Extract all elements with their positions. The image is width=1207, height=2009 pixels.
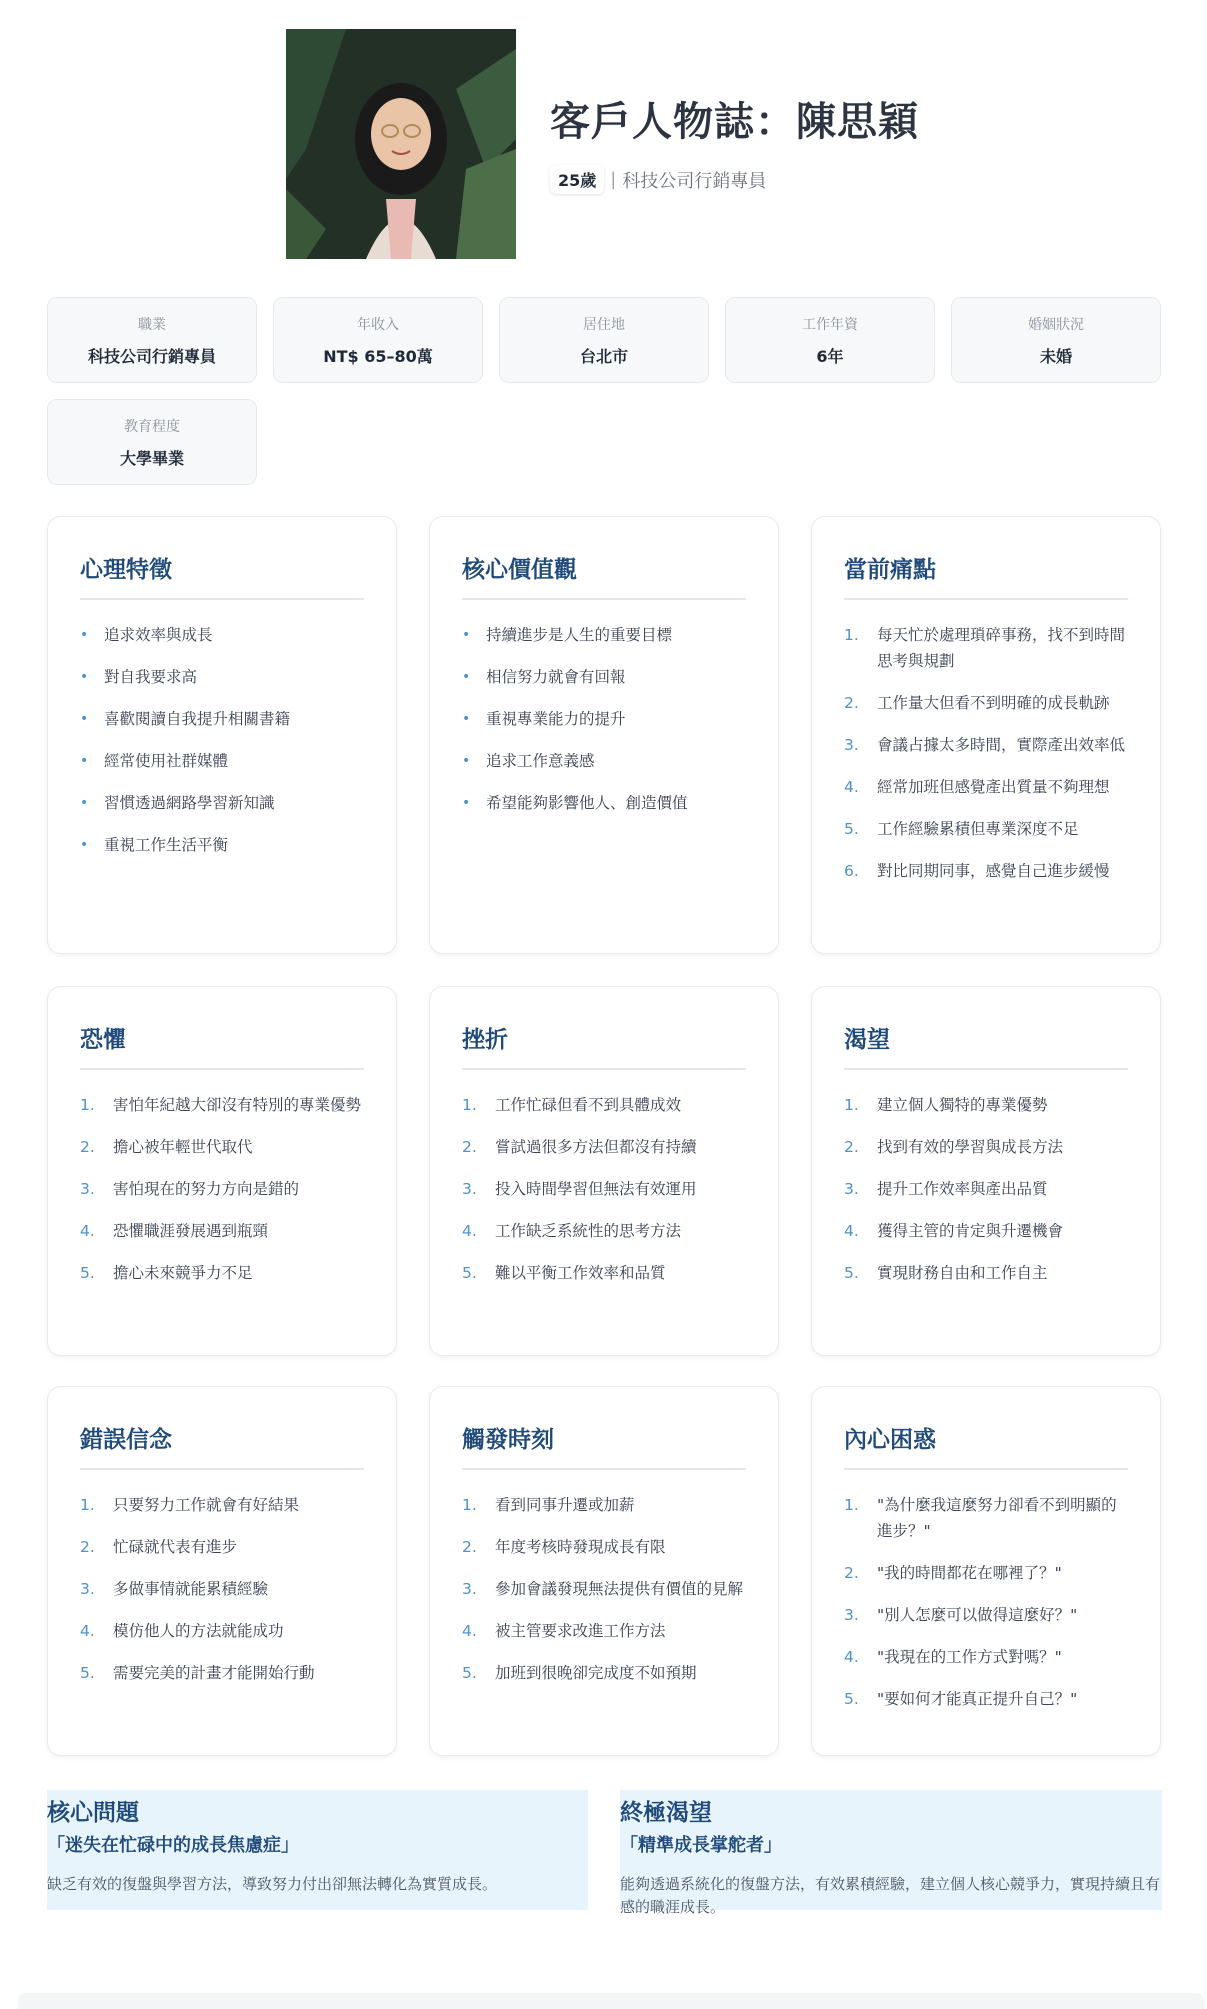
list-item: 1. 工作忙碌但看不到具體成效: [462, 1096, 682, 1114]
list-item: 4. 經常加班但感覺產出質量不夠理想: [844, 778, 1110, 796]
summary-subtitle: 「迷失在忙碌中的成長焦慮症」: [47, 1835, 299, 1856]
list-item: 5. "要如何才能真正提升自己？": [844, 1690, 1078, 1708]
list-item: 2. 年度考核時發現成長有限: [462, 1538, 666, 1556]
summary-text: 缺乏有效的復盤與學習方法，導致努力付出卻無法轉化為實質成長。: [47, 1875, 498, 1893]
section-title: 渴望: [844, 1021, 1128, 1070]
list-item: 4. 恐懼職涯發展遇到瓶頸: [80, 1222, 269, 1240]
list-item: • 對自我要求高: [80, 664, 364, 690]
section-title: 錯誤信念: [80, 1421, 364, 1470]
info-label: 年收入: [357, 316, 399, 333]
info-label: 職業: [138, 316, 166, 333]
list-item: 5. 擔心未來競爭力不足: [80, 1264, 253, 1282]
info-value: 台北市: [579, 346, 628, 366]
section-desire: [811, 986, 1161, 1356]
section-title: 心理特徵: [80, 551, 364, 600]
info-card-experience: [725, 297, 935, 383]
list-item: 3. "別人怎麼可以做得這麼好？": [844, 1606, 1078, 1624]
list-item: 2. 找到有效的學習與成長方法: [844, 1138, 1064, 1156]
list-item: 1. 每天忙於處理瑣碎事務，找不到時間思考與規劃: [844, 626, 1126, 670]
list-item: 4. 被主管要求改進工作方法: [462, 1622, 666, 1640]
section-row-2: [47, 986, 1162, 1356]
list-item: • 喜歡閱讀自我提升相關書籍: [80, 706, 364, 732]
info-label: 教育程度: [124, 418, 180, 435]
info-card-location: [499, 297, 709, 383]
list-item: 1. 看到同事升遷或加薪: [462, 1496, 635, 1514]
list-item: 3. 會議占據太多時間，實際產出效率低: [844, 736, 1126, 754]
bullet-dot-icon: •: [80, 669, 89, 685]
persona-header: [286, 29, 919, 259]
page-title: 客戶人物誌：陳思穎: [550, 99, 919, 145]
bullet-dot-icon: •: [80, 753, 89, 769]
list-item: 3. 害怕現在的努力方向是錯的: [80, 1180, 300, 1198]
page-footer-strip: [18, 1993, 1204, 2009]
list-item: 1. 建立個人獨特的專業優勢: [844, 1096, 1048, 1114]
section-title: 恐懼: [80, 1021, 364, 1070]
section-list: [80, 1092, 364, 1286]
bullet-dot-icon: •: [462, 711, 471, 727]
section-frustration: [429, 986, 779, 1356]
section-list: [844, 622, 1128, 884]
list-item: 2. 擔心被年輕世代取代: [80, 1138, 253, 1156]
list-item: • 追求效率與成長: [80, 622, 364, 648]
summary-text: 能夠透過系統化的復盤方法，有效累積經驗，建立個人核心競爭力，實現持續且有感的職涯成長。: [620, 1875, 1161, 1916]
info-label: 工作年資: [802, 316, 858, 333]
list-item: • 相信努力就會有回報: [462, 664, 746, 690]
list-item: • 重視專業能力的提升: [462, 706, 746, 732]
list-item: 5. 實現財務自由和工作自主: [844, 1264, 1048, 1282]
info-card-marital: [951, 297, 1161, 383]
section-title: 挫折: [462, 1021, 746, 1070]
persona-subline: [550, 165, 919, 194]
info-card-occupation: [47, 297, 257, 383]
section-pain-points: [811, 516, 1161, 954]
summary-title: 終極渴望: [620, 1800, 712, 1826]
info-value: NT$ 65–80萬: [323, 346, 433, 366]
list-item: 3. 提升工作效率與產出品質: [844, 1180, 1048, 1198]
section-psych: [47, 516, 397, 954]
summary-subtitle: 「精準成長掌舵者」: [620, 1835, 782, 1856]
section-row-3: [47, 1386, 1162, 1756]
section-list: [80, 1492, 364, 1686]
bullet-dot-icon: •: [80, 795, 89, 811]
info-value: 6年: [816, 346, 844, 366]
list-item: 2. 嘗試過很多方法但都沒有持續: [462, 1138, 697, 1156]
info-value: 未婚: [1039, 346, 1072, 366]
info-cards: [47, 297, 1162, 485]
list-item: 5. 難以平衡工作效率和品質: [462, 1264, 666, 1282]
section-row-1: [47, 516, 1162, 954]
list-item: 4. "我現在的工作方式對嗎？": [844, 1648, 1062, 1666]
list-item: 2. "我的時間都花在哪裡了？": [844, 1564, 1062, 1582]
list-item: 1. 害怕年紀越大卻沒有特別的專業優勢: [80, 1096, 362, 1114]
list-item: 1. 只要努力工作就會有好結果: [80, 1496, 300, 1514]
list-item: 1. "為什麼我這麼努力卻看不到明顯的進步？": [844, 1496, 1117, 1540]
list-item: 5. 需要完美的計畫才能開始行動: [80, 1664, 315, 1682]
bullet-dot-icon: •: [80, 627, 89, 643]
list-item: 2. 忙碌就代表有進步: [80, 1538, 238, 1556]
persona-photo: [286, 29, 516, 259]
list-item: • 持續進步是人生的重要目標: [462, 622, 746, 648]
info-value: 科技公司行銷專員: [87, 346, 216, 366]
list-item: • 重視工作生活平衡: [80, 832, 364, 858]
list-item: 3. 多做事情就能累積經驗: [80, 1580, 269, 1598]
summary-ultimate-desire: [620, 1790, 1162, 1916]
bullet-dot-icon: •: [462, 627, 471, 643]
info-card-income: [273, 297, 483, 383]
list-item: 5. 工作經驗累積但專業深度不足: [844, 820, 1079, 838]
list-item: 4. 獲得主管的肯定與升遷機會: [844, 1222, 1064, 1240]
info-value: 大學畢業: [119, 448, 184, 468]
section-list: [462, 622, 746, 816]
persona-role: 科技公司行銷專員: [622, 170, 767, 192]
list-item: 6. 對比同期同事，感覺自己進步緩慢: [844, 862, 1110, 880]
list-item: • 希望能夠影響他人、創造價值: [462, 790, 746, 816]
subline-separator: |: [610, 169, 617, 190]
section-title: 觸發時刻: [462, 1421, 746, 1470]
section-title: 核心價值觀: [462, 551, 746, 600]
bullet-dot-icon: •: [462, 669, 471, 685]
section-wrong-beliefs: [47, 1386, 397, 1756]
section-inner-confusion: [811, 1386, 1161, 1756]
summary-title: 核心問題: [47, 1800, 139, 1826]
list-item: 4. 工作缺乏系統性的思考方法: [462, 1222, 682, 1240]
bullet-dot-icon: •: [462, 795, 471, 811]
list-item: 3. 參加會議發現無法提供有價值的見解: [462, 1580, 744, 1598]
list-item: 4. 模仿他人的方法就能成功: [80, 1622, 284, 1640]
age-badge: 25歲: [550, 165, 604, 194]
bullet-dot-icon: •: [80, 711, 89, 727]
section-list: [462, 1492, 746, 1686]
bullet-dot-icon: •: [80, 837, 89, 853]
list-item: • 追求工作意義感: [462, 748, 746, 774]
list-item: 5. 加班到很晚卻完成度不如預期: [462, 1664, 697, 1682]
section-title: 內心困惑: [844, 1421, 1128, 1470]
section-title: 當前痛點: [844, 551, 1128, 600]
section-list: [844, 1492, 1128, 1712]
section-values: [429, 516, 779, 954]
list-item: 2. 工作量大但看不到明確的成長軌跡: [844, 694, 1110, 712]
summary-core-problem: [47, 1790, 588, 1910]
info-label: 居住地: [583, 316, 625, 333]
section-list: [844, 1092, 1128, 1286]
list-item: 3. 投入時間學習但無法有效運用: [462, 1180, 697, 1198]
bullet-dot-icon: •: [462, 753, 471, 769]
list-item: • 習慣透過網路學習新知識: [80, 790, 364, 816]
section-list: [462, 1092, 746, 1286]
info-label: 婚姻狀況: [1028, 316, 1084, 333]
list-item: • 經常使用社群媒體: [80, 748, 364, 774]
section-list: [80, 622, 364, 858]
info-card-education: [47, 399, 257, 485]
section-fear: [47, 986, 397, 1356]
section-trigger-moments: [429, 1386, 779, 1756]
